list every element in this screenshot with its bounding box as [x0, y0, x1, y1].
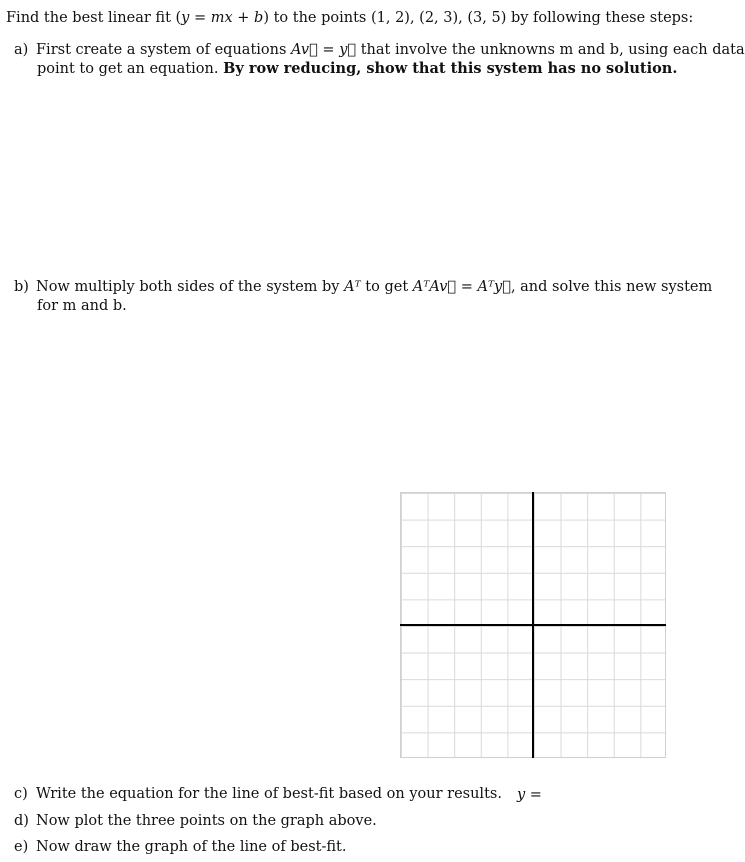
part-b-line2: [37, 297, 127, 315]
intro-text: [6, 9, 693, 27]
part-a-text2: that involve the unknowns m and b, using each data: [356, 42, 745, 58]
part-a-line2: [37, 60, 677, 78]
part-e-text: Now draw the graph of the line of best-fit.: [36, 839, 347, 855]
intro-equation: y = mx + b: [181, 10, 264, 26]
part-b-transpose: Aᵀ: [344, 279, 361, 295]
part-a-bold-instruction: By row reducing, show that this system has no solution.: [223, 60, 678, 77]
part-b-text1: Now multiply both sides of the system by: [36, 279, 345, 295]
part-a-equation: Av⃗ = y⃗: [291, 42, 357, 58]
part-b-line1: [14, 278, 712, 296]
part-c-line: [14, 785, 502, 803]
part-d-label: d): [14, 813, 29, 829]
part-b-text4: for m and b.: [37, 298, 127, 314]
part-a-label: a): [14, 42, 29, 58]
part-e-line: [14, 838, 346, 856]
part-b-equation: AᵀAv⃗ = Aᵀy⃗: [412, 279, 511, 295]
answer-blank[interactable]: y =: [517, 787, 542, 803]
part-a-text1: First create a system of equations: [36, 42, 292, 58]
part-a-line1: [14, 41, 745, 59]
part-c-label: c): [14, 786, 28, 802]
y-axis: [532, 492, 534, 758]
part-c-text: Write the equation for the line of best-fit based on your results.: [36, 786, 502, 802]
part-e-label: e): [14, 839, 29, 855]
intro-prefix: Find the best linear fit (: [6, 10, 182, 26]
intro-suffix: ) to the points (1, 2), (2, 3), (3, 5) by following these steps:: [263, 10, 694, 26]
part-b-label: b): [14, 279, 29, 295]
part-d-text: Now plot the three points on the graph above.: [36, 813, 377, 829]
part-b-text2: to get: [360, 279, 413, 295]
part-b-text3: , and solve this new system: [510, 279, 713, 295]
part-a-text3: point to get an equation.: [37, 61, 219, 77]
part-d-line: [14, 812, 377, 830]
